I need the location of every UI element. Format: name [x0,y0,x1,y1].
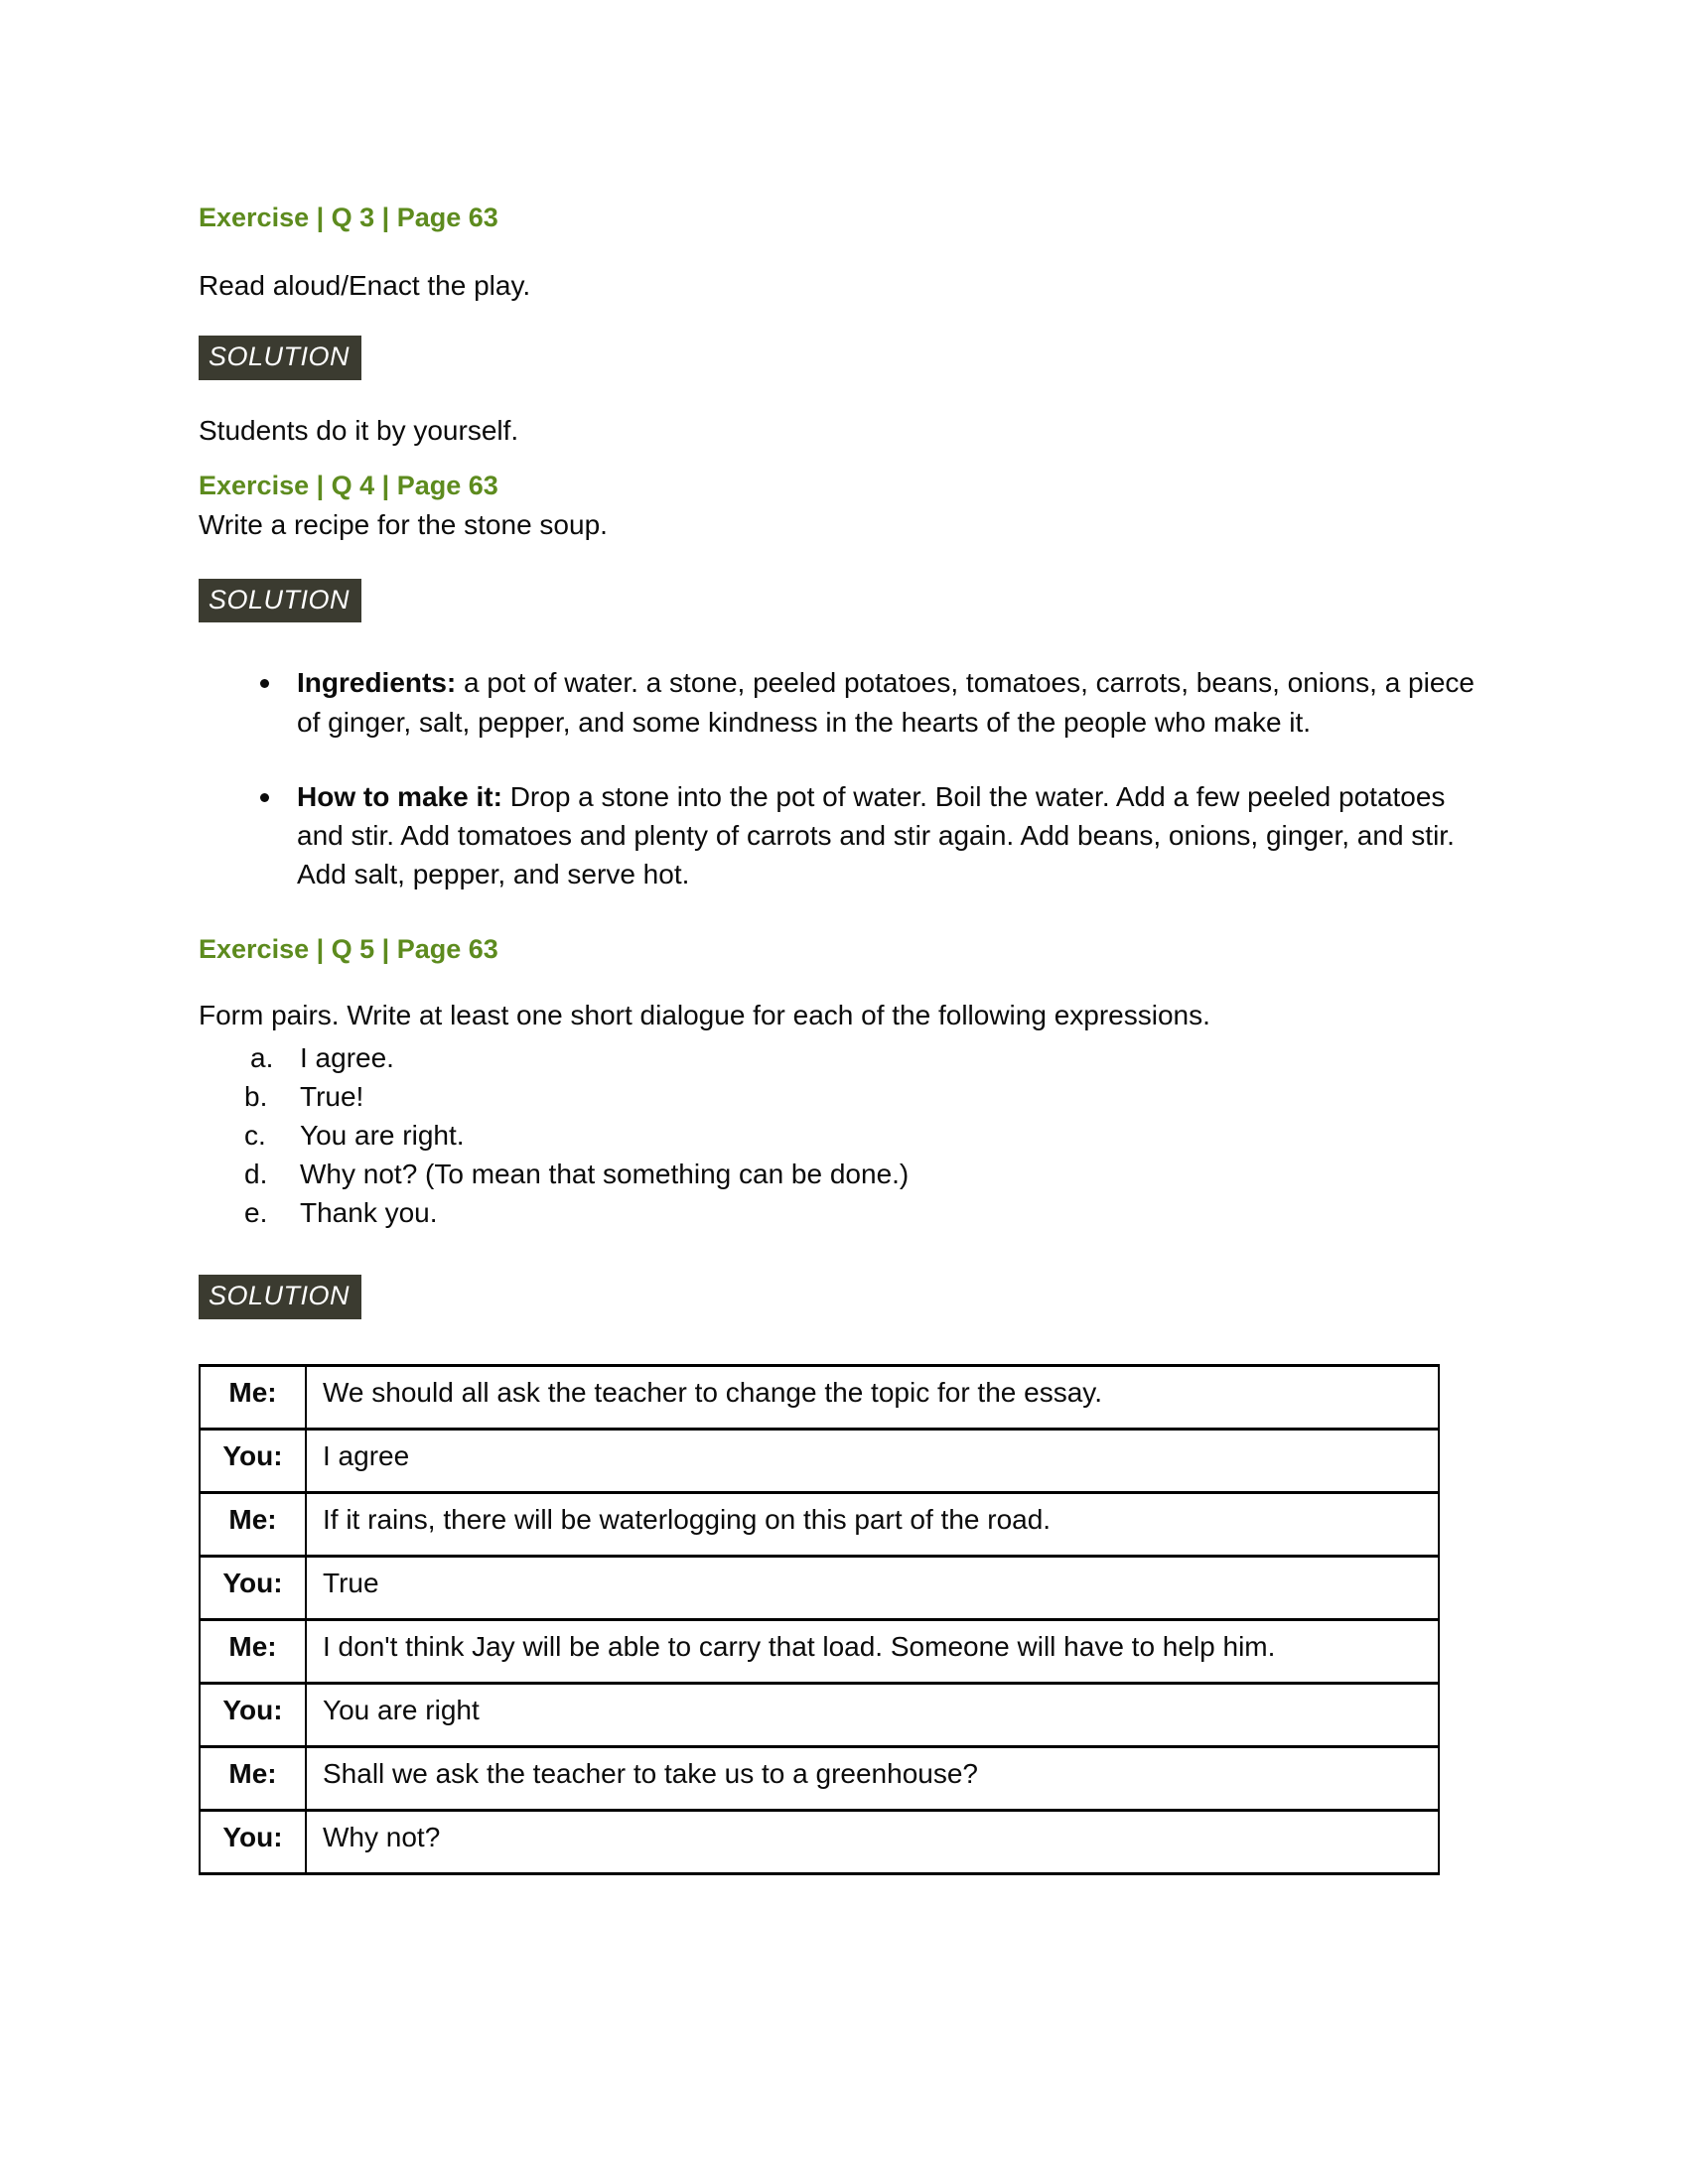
speaker-cell: You: [200,1683,306,1746]
recipe-bullet-list [199,663,1484,893]
list-marker: b. [244,1080,268,1112]
dialogue-cell: I don't think Jay will be able to carry that load. Someone will have to help him. [306,1619,1439,1683]
expressions-list [199,1038,1484,1233]
exercise-q3-heading: Exercise | Q 3 | Page 63 [199,203,498,232]
list-item-d [199,1155,1484,1193]
list-item-b [199,1077,1484,1116]
dialogue-table [199,1364,1440,1875]
speaker-cell: Me: [200,1619,306,1683]
q5-question-text: Form pairs. Write at least one short dialogue for each of the following expressions. [199,1000,1210,1031]
section-q4 [199,470,1484,893]
list-item-text: Thank you. [300,1197,438,1229]
dialogue-cell: Shall we ask the teacher to take us to a greenhouse? [306,1746,1439,1810]
list-item-text: Why not? (To mean that something can be done.) [300,1159,910,1190]
list-item-text: You are right. [300,1119,465,1151]
list-item-text: I agree. [300,1041,394,1073]
table-row [200,1556,1439,1619]
document-page [199,202,1484,1875]
list-marker: c. [244,1119,266,1151]
dialogue-cell: You are right [306,1683,1439,1746]
exercise-q5-heading: Exercise | Q 5 | Page 63 [199,934,498,965]
bullet-lead: Ingredients: [297,667,457,699]
list-item-e [199,1193,1484,1232]
dialogue-cell: I agree [306,1429,1439,1492]
table-row [200,1683,1439,1746]
section-q3 [199,202,1484,449]
list-item-text: True! [300,1080,364,1112]
bullet-body [297,777,1480,894]
q3-answer-text: Students do it by yourself. [199,414,519,446]
q4-solution-badge: SOLUTION [199,579,361,622]
bullet-text: Drop a stone into the pot of water. Boil the water. Add a few peeled potatoes and stir. Add tomatoes and plenty of carrots and stir again. Add beans, onions, ginger, and stir. Add salt, pepper, and serve hot. [297,780,1455,890]
bullet-dot-icon [260,679,269,688]
dialogue-cell: If it rains, there will be waterlogging on this part of the road. [306,1492,1439,1556]
table-row [200,1492,1439,1556]
q5-solution-badge: SOLUTION [199,1275,361,1318]
list-marker: d. [244,1159,268,1190]
bullet-lead: How to make it: [297,780,502,812]
q3-solution-badge: SOLUTION [199,336,361,379]
table-row [200,1810,1439,1873]
dialogue-cell: We should all ask the teacher to change the topic for the essay. [306,1365,1439,1429]
list-item-a [199,1038,1484,1077]
bullet-item-how-to-make [199,777,1484,894]
table-row [200,1365,1439,1429]
dialogue-cell: Why not? [306,1810,1439,1873]
speaker-cell: You: [200,1429,306,1492]
bullet-body [297,663,1480,741]
table-row [200,1619,1439,1683]
dialogue-cell: True [306,1556,1439,1619]
exercise-q4-heading: Exercise | Q 4 | Page 63 [199,470,498,500]
list-item-c [199,1116,1484,1155]
list-marker: e. [244,1197,268,1229]
section-q5 [199,933,1484,1874]
bullet-text: a pot of water. a stone, peeled potatoes, tomatoes, carrots, beans, onions, a piece of ginger, salt, pepper, and some kindness in the hearts of the people who make it. [297,667,1475,738]
bullet-dot-icon [260,793,269,802]
q4-question-text: Write a recipe for the stone soup. [199,508,608,540]
speaker-cell: Me: [200,1365,306,1429]
q3-question-text: Read aloud/Enact the play. [199,269,531,301]
table-row [200,1429,1439,1492]
list-marker: a. [250,1041,274,1073]
speaker-cell: Me: [200,1492,306,1556]
table-row [200,1746,1439,1810]
bullet-item-ingredients [199,663,1484,741]
speaker-cell: Me: [200,1746,306,1810]
speaker-cell: You: [200,1556,306,1619]
speaker-cell: You: [200,1810,306,1873]
